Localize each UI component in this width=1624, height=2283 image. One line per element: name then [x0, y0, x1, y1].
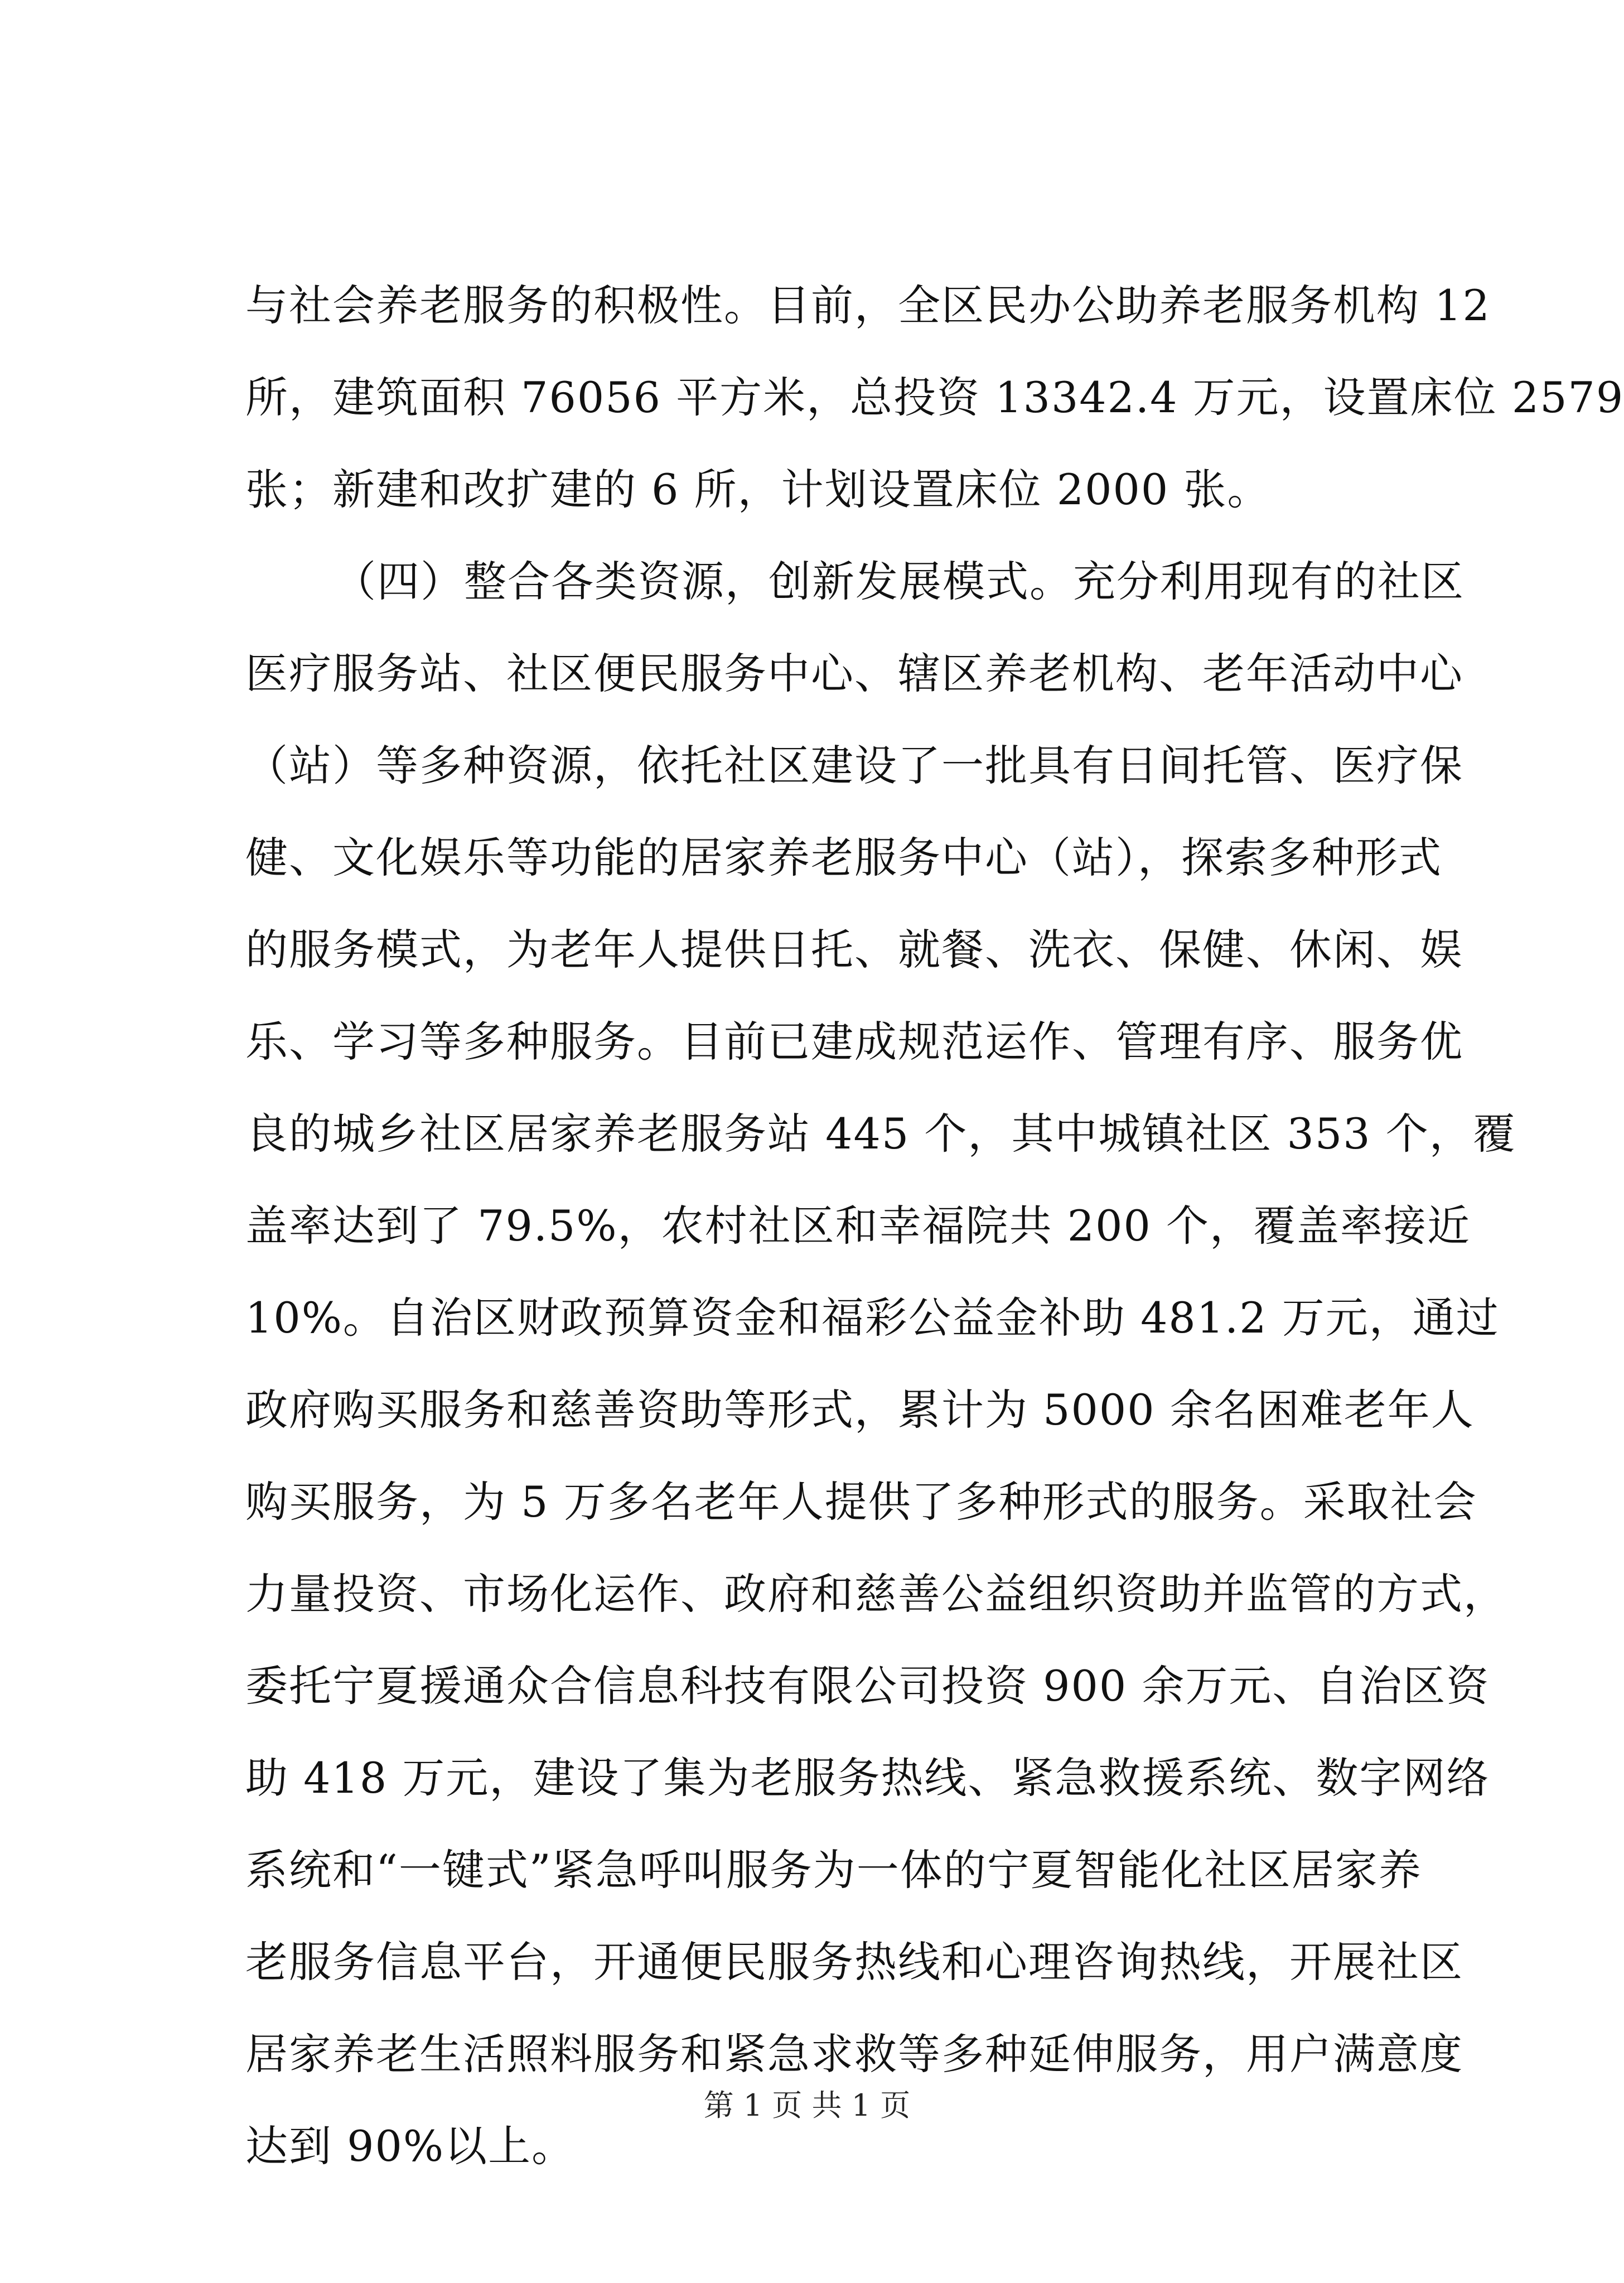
section-heading-line: （四）整合各类资源，创新发展模式。充分利用现有的社区: [334, 557, 1464, 606]
paragraph-line: 张；新建和改扩建的 6 所，计划设置床位 2000 张。: [245, 465, 1271, 514]
paragraph-line: 10%。自治区财政预算资金和福彩公益金补助 481.2 万元，通过: [245, 1293, 1500, 1343]
paragraph-line: 系统和“一键式”紧急呼叫服务为一体的宁夏智能化社区居家养: [245, 1845, 1422, 1895]
paragraph-line: 购买服务，为 5 万多名老年人提供了多种形式的服务。采取社会: [245, 1477, 1477, 1527]
body-text: [245, 259, 1624, 2192]
paragraph-line: 力量投资、市场化运作、政府和慈善公益组织资助并监管的方式，: [245, 1569, 1507, 1619]
paragraph-line: 健、文化娱乐等功能的居家养老服务中心（站），探索多种形式: [245, 833, 1442, 882]
paragraph-line: 乐、学习等多种服务。目前已建成规范运作、管理有序、服务优: [245, 1017, 1463, 1066]
paragraph-line: 与社会养老服务的积极性。目前，全区民办公助养老服务机构 12: [245, 281, 1491, 330]
paragraph-line: 盖率达到了 79.5%，农村社区和幸福院共 200 个，覆盖率接近: [245, 1201, 1471, 1251]
paragraph-line: 良的城乡社区居家养老服务站 445 个，其中城镇社区 353 个，覆: [245, 1109, 1516, 1159]
paragraph-line: 达到 90%以上。: [245, 2121, 576, 2171]
paragraph-line: 老服务信息平台，开通便民服务热线和心理咨询热线，开展社区: [245, 1937, 1463, 1987]
paragraph-line: 委托宁夏援通众合信息科技有限公司投资 900 余万元、自治区资: [245, 1661, 1490, 1711]
page-number-footer: 第 1 页 共 1 页: [703, 2088, 911, 2123]
paragraph-line: 所，建筑面积 76056 平方米，总投资 13342.4 万元，设置床位 2579: [245, 373, 1624, 422]
paragraph-line: 居家养老生活照料服务和紧急求救等多种延伸服务，用户满意度: [245, 2029, 1463, 2079]
paragraph-line: 助 418 万元，建设了集为老服务热线、紧急救援系统、数字网络: [245, 1753, 1490, 1803]
paragraph-line: （站）等多种资源，依托社区建设了一批具有日间托管、医疗保: [245, 741, 1463, 790]
paragraph-line: 政府购买服务和慈善资助等形式，累计为 5000 余名困难老年人: [245, 1385, 1475, 1435]
paragraph-line: 医疗服务站、社区便民服务中心、辖区养老机构、老年活动中心: [245, 649, 1463, 698]
paragraph-line: 的服务模式，为老年人提供日托、就餐、洗衣、保健、休闲、娱: [245, 925, 1463, 974]
